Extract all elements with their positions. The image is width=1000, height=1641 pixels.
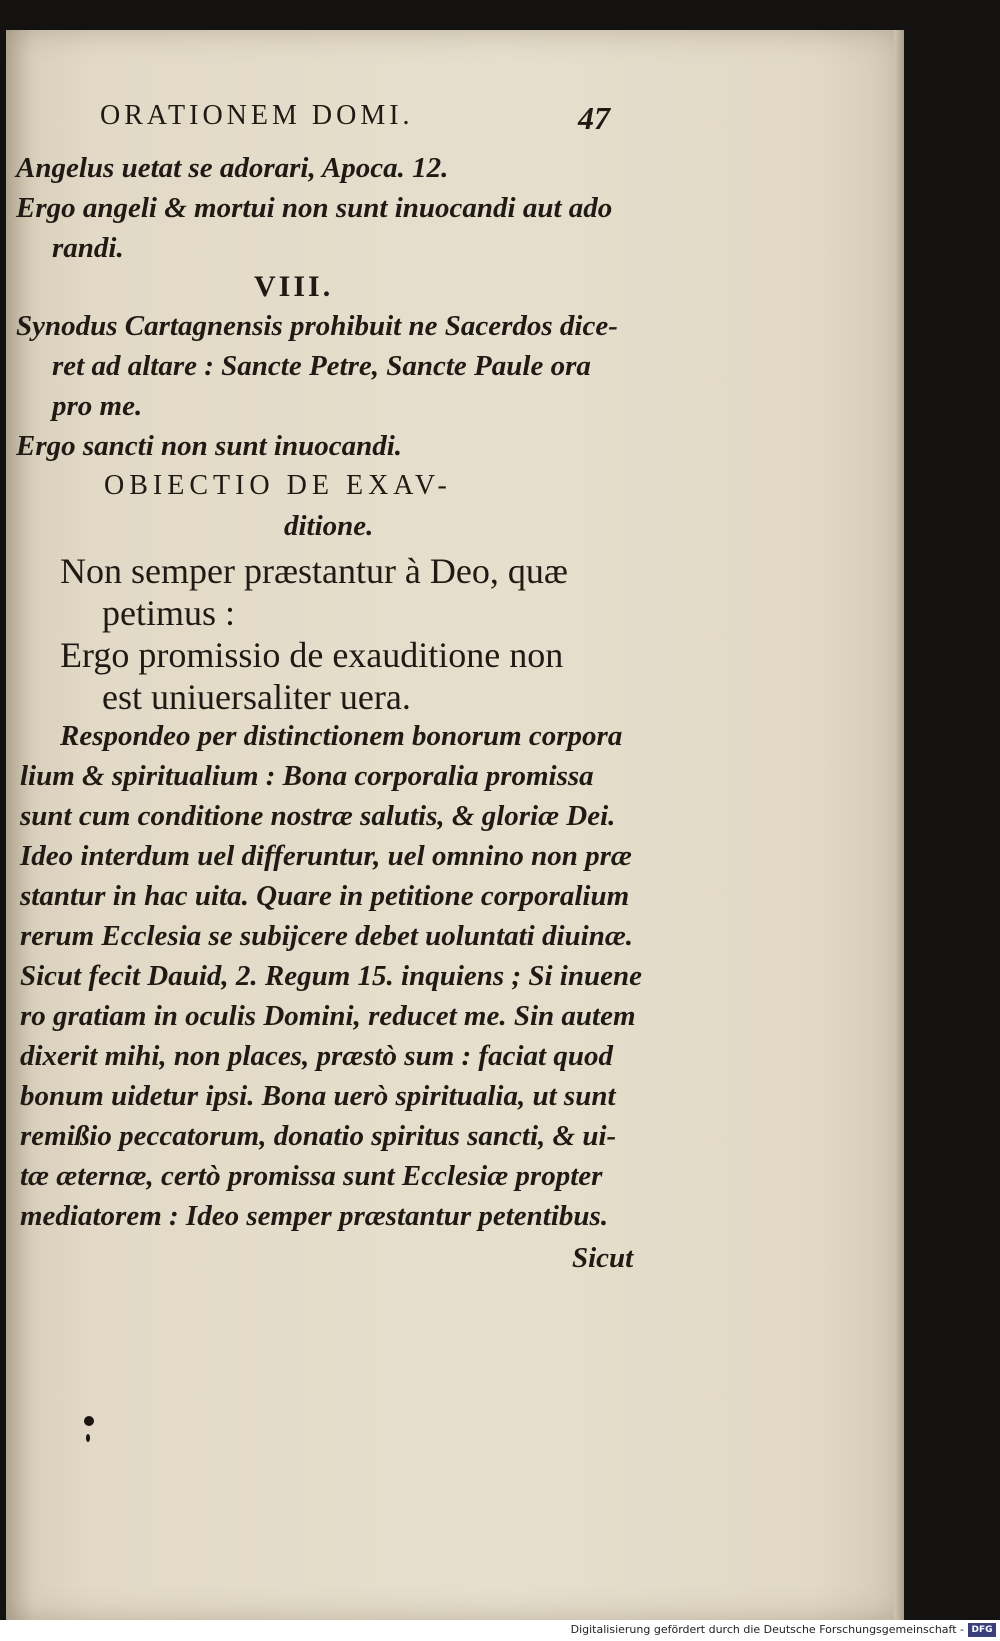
text-line: Synodus Cartagnensis prohibuit ne Sacerdos dice-: [16, 310, 618, 342]
text-line: pro me.: [52, 390, 143, 422]
text-line: Ergo sancti non sunt inuocandi.: [16, 430, 403, 462]
text-line: randi.: [52, 232, 124, 264]
dfg-logo: DFG: [968, 1623, 996, 1637]
footer-credit: Digitalisierung gefördert durch die Deutsche Forschungsgemeinschaft -: [570, 1623, 964, 1636]
objection-line: Non semper præstantur à Deo, quæ: [60, 551, 568, 591]
running-title: ORATIONEM DOMI.: [100, 100, 414, 131]
section-heading: VIII.: [254, 270, 334, 303]
text-line: mediatorem : Ideo semper præstantur petentibus.: [20, 1200, 609, 1232]
text-line: remißio peccatorum, donatio spiritus sancti, & ui-: [20, 1120, 617, 1152]
ink-blot: [86, 1434, 90, 1442]
objection-heading-cont: ditione.: [284, 510, 374, 542]
text-line: ret ad altare : Sancte Petre, Sancte Paule ora: [52, 350, 591, 382]
text-line: stantur in hac uita. Quare in petitione corporalium: [20, 880, 630, 912]
text-line: ro gratiam in oculis Domini, reducet me. Sin autem: [20, 1000, 636, 1032]
text-line: bonum uidetur ipsi. Bona uerò spiritualia, ut sunt: [20, 1080, 616, 1112]
text-line: Angelus uetat se adorari, Apoca. 12.: [16, 152, 449, 184]
text-line: dixerit mihi, non places, præstò sum : faciat quod: [20, 1040, 613, 1072]
catchword: Sicut: [572, 1242, 634, 1274]
page-number: 47: [578, 100, 610, 136]
text-line: Respondeo per distinctionem bonorum corpora: [60, 720, 623, 752]
text-line: rerum Ecclesia se subijcere debet uoluntati diuinæ.: [20, 920, 634, 952]
footer-bar: [0, 1620, 1000, 1641]
objection-heading: OBIECTIO DE EXAV-: [104, 470, 452, 501]
text-line: tæ æternæ, certò promissa sunt Ecclesiæ propter: [20, 1160, 603, 1192]
text-line: Ergo angeli & mortui non sunt inuocandi aut ado: [16, 192, 613, 224]
page-text: [6, 30, 904, 1620]
text-line: sunt cum conditione nostræ salutis, & gloriæ Dei.: [20, 800, 616, 832]
text-line: Sicut fecit Dauid, 2. Regum 15. inquiens ; Si inuene: [20, 960, 642, 992]
book-page: [6, 30, 904, 1620]
objection-line: Ergo promissio de exauditione non: [60, 635, 564, 675]
objection-line: petimus :: [102, 593, 235, 633]
objection-line: est uniuersaliter uera.: [102, 677, 411, 717]
text-line: Ideo interdum uel differuntur, uel omnino non præ: [20, 840, 632, 872]
ink-blot: [84, 1416, 94, 1426]
text-line: lium & spiritualium : Bona corporalia promissa: [20, 760, 594, 792]
